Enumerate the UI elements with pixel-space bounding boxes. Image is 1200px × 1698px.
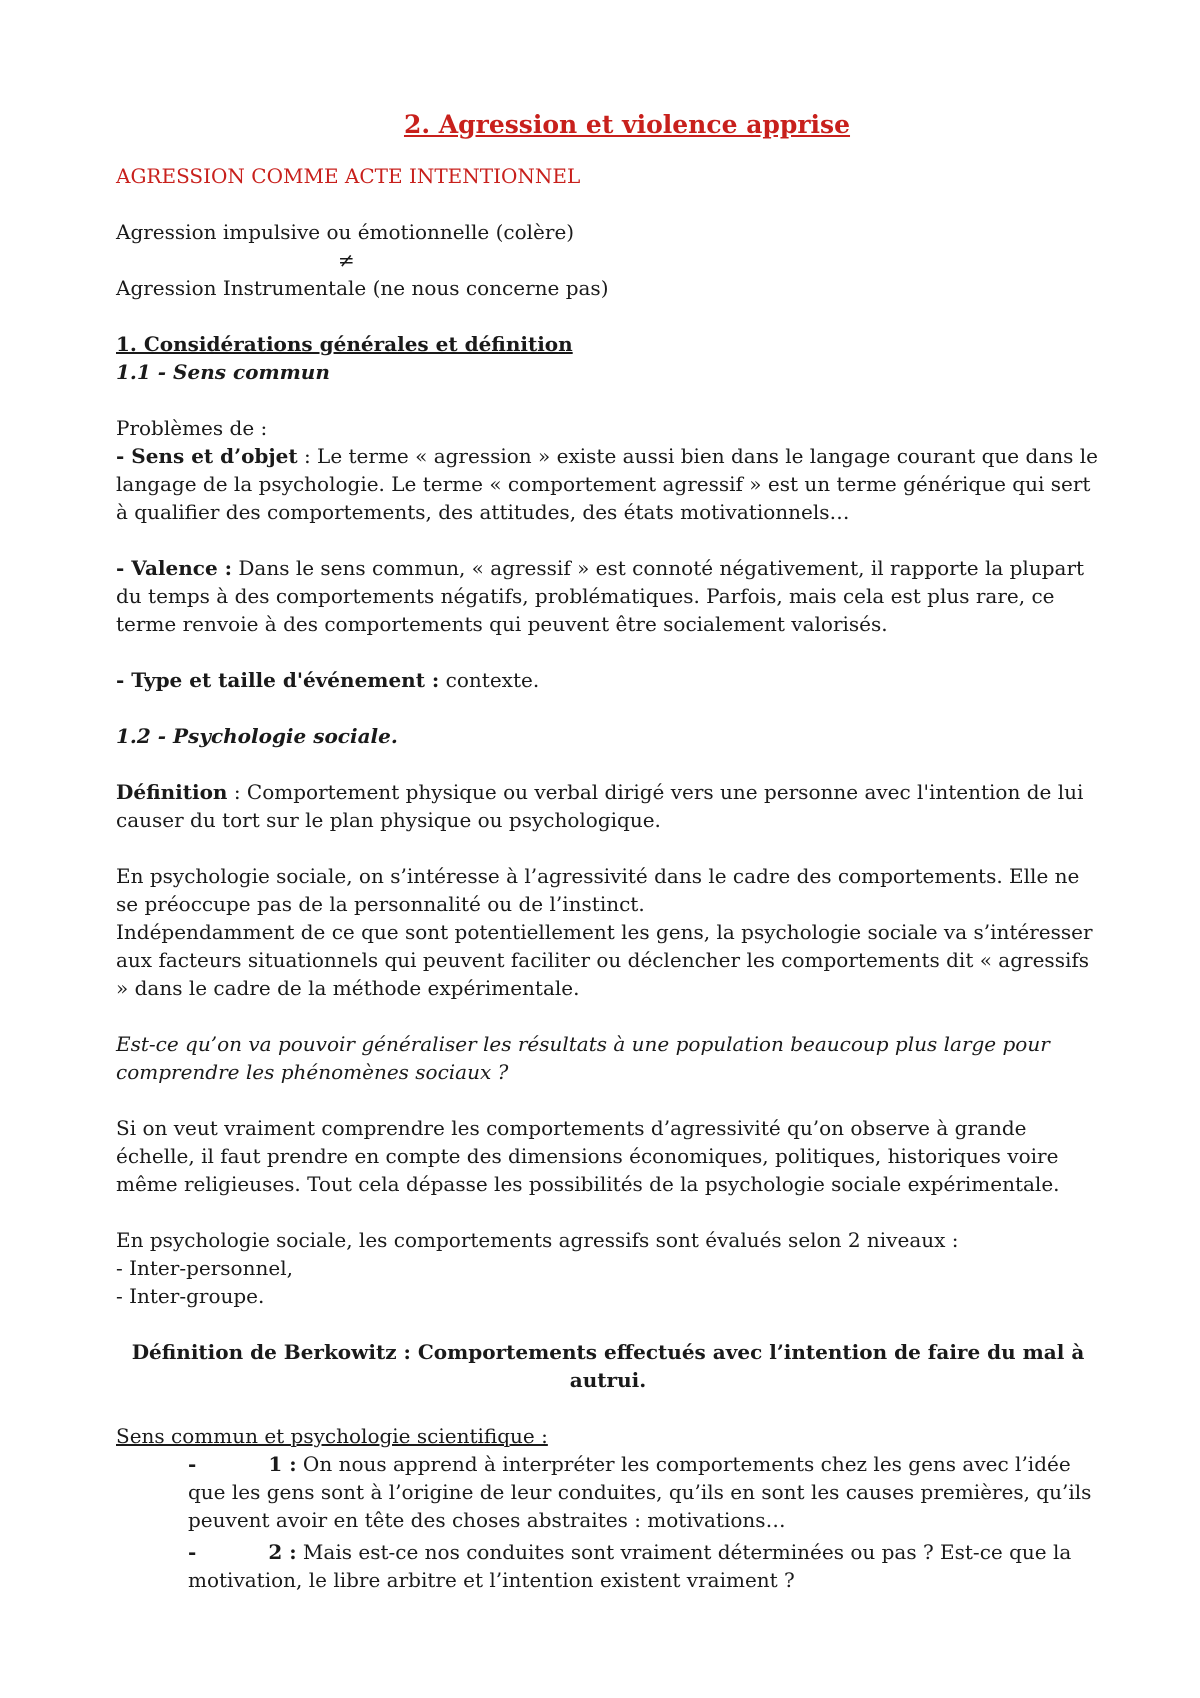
sens-label: - Sens et d’objet [116,444,298,468]
bullet-text: On nous apprend à interpréter les comportements chez les gens avec l’idée que les gens sont à l’origine de leur conduites, qu’ils en sont les causes premières, qu’ils peuvent avoir en tête des choses abstraites : motivations… [188,1452,1092,1532]
heading-1-2: 1.2 - Psychologie sociale. [116,724,398,748]
type-paragraph [116,666,1100,694]
sens-commun-heading: Sens commun et psychologie scientifique : [116,1424,548,1448]
heading-1: 1. Considérations générales et définition [116,332,573,356]
section-heading-red: AGRESSION COMME ACTE INTENTIONNEL [116,164,581,188]
valence-text: Dans le sens commun, « agressif » est connoté négativement, il rapporte la plupart du temps à des comportements négatifs, problématiques. Parfois, mais cela est plus rare, ce terme renvoie à des comportements qui peuvent être socialement valorisés. [116,556,1085,636]
bullet-text: Mais est-ce nos conduites sont vraiment déterminées ou pas ? Est-ce que la motivation, le libre arbitre et l’intention existent vraiment ? [188,1540,1072,1592]
bullet-dash: - [188,1452,197,1476]
not-equal-symbol: ≠ [338,248,355,272]
definition-paragraph [116,778,1100,834]
bullet-label: 1 : [268,1452,297,1476]
valence-paragraph [116,554,1100,638]
bullet-label: 2 : [268,1540,297,1564]
valence-label: - Valence : [116,556,233,580]
document-content [116,108,1100,1594]
bullet-dash: - [188,1540,197,1564]
paragraph-situational: Indépendamment de ce que sont potentiellement les gens, la psychologie sociale va s’intéresser aux facteurs situationnels qui peuvent faciliter ou déclencher les comportements dit « agressifs » dans le cadre de la méthode expérimentale. [116,920,1093,1000]
paragraph-social-psych: En psychologie sociale, on s’intéresse à l’agressivité dans le cadre des comportements. Elle ne se préoccupe pas de la personnalité ou de l’instinct. [116,864,1080,916]
question-paragraph: Est-ce qu’on va pouvoir généraliser les résultats à une population beaucoup plus large pour comprendre les phénomènes sociaux ? [116,1032,1050,1084]
sens-paragraph [116,442,1100,526]
sens-text: : Le terme « agression » existe aussi bien dans le langage courant que dans le langage de la psychologie. Le terme « comportement agressif » est un terme générique qui sert à qualifier des comportements, des attitudes, des états motivationnels… [116,444,1098,524]
list-item [116,1538,1100,1594]
level-inter-personnel: - Inter-personnel, [116,1256,293,1280]
paragraph-large-scale: Si on veut vraiment comprendre les comportements d’agressivité qu’on observe à grande échelle, il faut prendre en compte des dimensions économiques, politiques, historiques voire même religieuses. Tout cela dépasse les possibilités de la psychologie sociale expérimentale. [116,1116,1060,1196]
berkowitz-definition: Définition de Berkowitz : Comportements effectués avec l’intention de faire du mal à autrui. [131,1340,1085,1392]
document-title: 2. Agression et violence apprise [403,110,851,139]
type-text: contexte. [439,668,540,692]
definition-text: : Comportement physique ou verbal dirigé vers une personne avec l'intention de lui causer du tort sur le plan physique ou psychologique. [116,780,1084,832]
heading-1-1: 1.1 - Sens commun [116,360,330,384]
problems-intro: Problèmes de : [116,416,268,440]
definition-label: Définition [116,780,228,804]
list-item [116,1450,1100,1534]
type-label: - Type et taille d'événement : [116,668,440,692]
paragraph-levels: En psychologie sociale, les comportements agressifs sont évalués selon 2 niveaux : [116,1228,959,1252]
instrumental-aggression: Agression Instrumentale (ne nous concerne pas) [116,276,609,300]
impulsive-aggression: Agression impulsive ou émotionnelle (colère) [116,220,575,244]
level-inter-groupe: - Inter-groupe. [116,1284,265,1308]
